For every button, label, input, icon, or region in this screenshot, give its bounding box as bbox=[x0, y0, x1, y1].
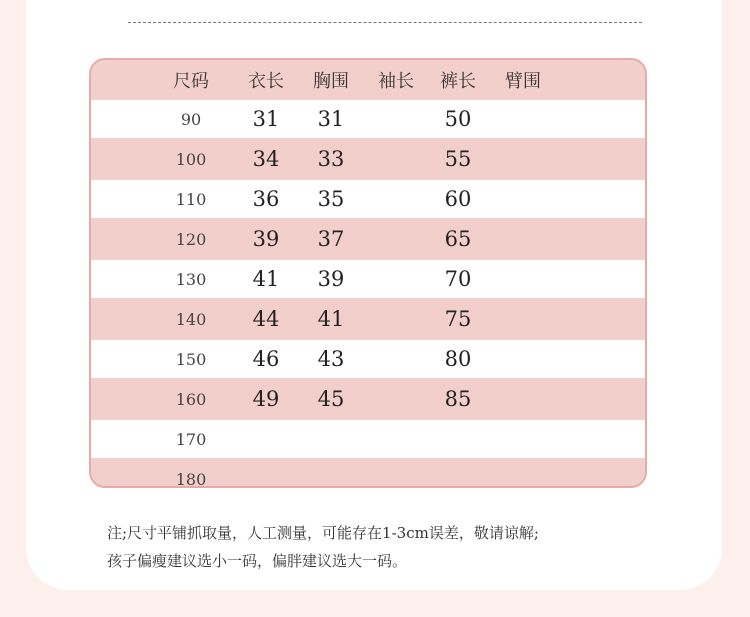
cell-chest: 31 bbox=[317, 107, 345, 131]
cell-length: 49 bbox=[252, 387, 280, 411]
cell-pants-length: 85 bbox=[444, 387, 472, 411]
cell-arm bbox=[493, 180, 553, 218]
table-row bbox=[91, 180, 645, 218]
header-chest: 胸围 bbox=[313, 71, 349, 92]
cell-length: 46 bbox=[252, 347, 280, 371]
cell-pants-length bbox=[428, 458, 488, 488]
table-row bbox=[91, 260, 645, 298]
cell-sleeve bbox=[366, 260, 426, 298]
cell-arm bbox=[493, 260, 553, 298]
cell-size: 150 bbox=[175, 349, 207, 369]
cell-chest bbox=[301, 458, 361, 488]
header-sleeve: 袖长 bbox=[378, 71, 414, 92]
cell-chest: 37 bbox=[317, 227, 345, 251]
table-row bbox=[91, 420, 645, 458]
cell-sleeve bbox=[366, 420, 426, 458]
cell-sleeve bbox=[366, 180, 426, 218]
cell-length: 36 bbox=[252, 187, 280, 211]
cell-chest: 33 bbox=[317, 147, 345, 171]
dotted-divider bbox=[128, 22, 642, 23]
cell-length: 34 bbox=[252, 147, 280, 171]
cell-pants-length: 50 bbox=[444, 107, 472, 131]
cell-size: 90 bbox=[180, 109, 202, 129]
cell-arm bbox=[493, 100, 553, 138]
cell-pants-length: 70 bbox=[444, 267, 472, 291]
cell-size: 120 bbox=[175, 229, 207, 249]
cell-pants-length: 60 bbox=[444, 187, 472, 211]
cell-length: 31 bbox=[252, 107, 280, 131]
cell-sleeve bbox=[366, 218, 426, 260]
table-header-row bbox=[91, 60, 645, 100]
cell-sleeve bbox=[366, 298, 426, 340]
note-line-2: 孩子偏瘦建议选小一码，偏胖建议选大一码。 bbox=[107, 552, 408, 570]
cell-size: 130 bbox=[175, 269, 207, 289]
cell-sleeve bbox=[366, 458, 426, 488]
cell-arm bbox=[493, 420, 553, 458]
cell-pants-length: 75 bbox=[444, 307, 472, 331]
table-row bbox=[91, 378, 645, 420]
cell-length: 44 bbox=[252, 307, 280, 331]
cell-chest: 41 bbox=[317, 307, 345, 331]
cell-length bbox=[236, 458, 296, 488]
table-row bbox=[91, 458, 645, 488]
table-row bbox=[91, 100, 645, 138]
header-length: 衣长 bbox=[248, 71, 284, 92]
cell-length: 39 bbox=[252, 227, 280, 251]
cell-pants-length: 55 bbox=[444, 147, 472, 171]
cell-pants-length bbox=[428, 420, 488, 458]
cell-chest: 43 bbox=[317, 347, 345, 371]
cell-length: 41 bbox=[252, 267, 280, 291]
cell-chest bbox=[301, 420, 361, 458]
cell-length bbox=[236, 420, 296, 458]
note-line-1: 注;尺寸平铺抓取量，人工测量，可能存在1-3cm误差，敬请谅解; bbox=[107, 524, 539, 542]
cell-arm bbox=[493, 218, 553, 260]
table-row bbox=[91, 298, 645, 340]
cell-size: 170 bbox=[175, 429, 207, 449]
cell-pants-length: 65 bbox=[444, 227, 472, 251]
cell-chest: 45 bbox=[317, 387, 345, 411]
cell-sleeve bbox=[366, 100, 426, 138]
cell-arm bbox=[493, 378, 553, 420]
table-body bbox=[91, 100, 645, 488]
cell-size: 100 bbox=[175, 149, 207, 169]
cell-size: 110 bbox=[175, 189, 207, 209]
cell-arm bbox=[493, 340, 553, 378]
cell-arm bbox=[493, 298, 553, 340]
cell-chest: 39 bbox=[317, 267, 345, 291]
cell-size: 180 bbox=[175, 469, 207, 488]
header-arm: 臂围 bbox=[505, 71, 541, 92]
cell-sleeve bbox=[366, 378, 426, 420]
table-row bbox=[91, 138, 645, 180]
cell-sleeve bbox=[366, 138, 426, 180]
cell-size: 160 bbox=[175, 389, 207, 409]
size-table bbox=[89, 58, 647, 488]
cell-pants-length: 80 bbox=[444, 347, 472, 371]
header-pants-length: 裤长 bbox=[440, 71, 476, 92]
cell-chest: 35 bbox=[317, 187, 345, 211]
cell-arm bbox=[493, 138, 553, 180]
cell-arm bbox=[493, 458, 553, 488]
table-row bbox=[91, 340, 645, 378]
cell-sleeve bbox=[366, 340, 426, 378]
table-row bbox=[91, 218, 645, 260]
header-size: 尺码 bbox=[173, 71, 209, 92]
cell-size: 140 bbox=[175, 309, 207, 329]
